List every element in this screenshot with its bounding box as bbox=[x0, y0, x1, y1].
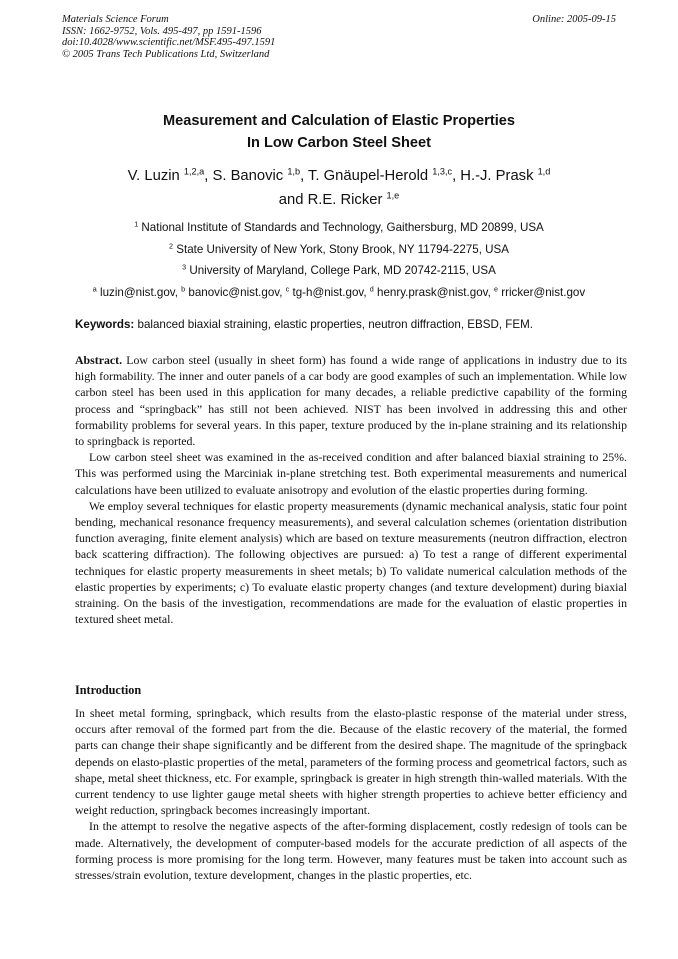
abstract bbox=[75, 352, 627, 627]
title-line-2: In Low Carbon Steel Sheet bbox=[246, 135, 432, 151]
section-heading-introduction: Introduction bbox=[75, 683, 142, 697]
author-affil-sup: 1,b bbox=[287, 166, 301, 177]
email-address: rricker@nist.gov bbox=[498, 285, 586, 299]
author-affil-sup: 1,d bbox=[537, 166, 551, 177]
affiliation-text: University of Maryland, College Park, MD 20742-2115, USA bbox=[186, 264, 496, 277]
keywords-label: Keywords: bbox=[75, 318, 135, 331]
introduction-body bbox=[75, 705, 627, 883]
author-affil-sup: 1,e bbox=[386, 190, 400, 201]
affiliation-sup: 2 bbox=[169, 241, 174, 251]
author-name: , S. Banovic bbox=[204, 168, 288, 184]
email-sup: c bbox=[285, 284, 290, 294]
authors-line-1 bbox=[0, 164, 678, 188]
email-address: tg-h@nist.gov, bbox=[289, 285, 370, 299]
email-line bbox=[0, 282, 678, 304]
intro-paragraph-1: In sheet metal forming, springback, which results from the elasto-plastic response of the material under stress, occurs after removal of the formed part from the die. Because of the elastic recovery of the material, the formed parts can change their shape significantly and be different from the desired shape. The magnitude of the springback depends on elasto-plastic properties of the metal, parameters of the forming process and geometrical factors, such as shape, metal sheet thickness, etc. For example, springback is greater in high strength thin-walled materials. With the current tendency to use lighter gauge metal sheets with higher strength properties to achieve better efficiency and weight reduction, springback becomes increasingly important. bbox=[75, 706, 627, 818]
paper-title bbox=[0, 110, 678, 154]
email-sup: e bbox=[494, 284, 499, 294]
issn-line: ISSN: 1662-9752, Vols. 495-497, pp 1591-1596 bbox=[62, 25, 262, 37]
abstract-paragraph-3: We employ several techniques for elastic property measurements (dynamic mechanical analysis, static four point bending, mechanical resonance frequency measurements), and several calculation schemes (orientation distribution function averaging, finite element analysis) which are based on texture measurements (neutron diffraction, electron back scattering diffraction). The following objectives are pursued: a) To test a range of different experimental techniques for elastic property measurements in sheet metals; b) To validate numerical calculation methods of the elastic properties by experiments; c) To evaluate elastic property changes (and texture development) during biaxial straining. On the basis of the investigation, recommendations are made for the evaluation of elastic properties in textured sheet metal. bbox=[75, 498, 627, 627]
title-line-1: Measurement and Calculation of Elastic Properties bbox=[163, 113, 515, 129]
author-list bbox=[0, 164, 678, 212]
author-name: and R.E. Ricker bbox=[278, 192, 387, 208]
abstract-text: Low carbon steel (usually in sheet form) has found a wide range of applications in industry due to its high formability. The inner and outer panels of a car body are good examples of such an implementation. While low carbon steel has been used in this application for many decades, a reliable predictive capability of the forming process and “springback” has still not been achieved. NIST has been involved in addressing this and other formability problems for several years. In this paper, texture produced by the in-plane straining and its relationship to springback is reported. bbox=[75, 353, 627, 449]
abstract-paragraph-1 bbox=[75, 352, 627, 449]
copyright-line: © 2005 Trans Tech Publications Ltd, Switzerland bbox=[62, 48, 270, 60]
author-affil-sup: 1,2,a bbox=[183, 166, 205, 177]
journal-header bbox=[62, 14, 616, 60]
intro-paragraph-2: In the attempt to resolve the negative aspects of the after-forming displacement, costly redesign of tools can be made. Alternatively, the development of computer-based models for the accurate prediction of all aspects of the forming process is more promising for the long term. However, many features must be taken into account such as stresses/strain evolution, texture development, changes in the plastic properties, etc. bbox=[75, 819, 627, 883]
affiliation-3 bbox=[0, 260, 678, 282]
affiliation-2 bbox=[0, 239, 678, 261]
affiliation-sup: 1 bbox=[134, 219, 139, 229]
email-address: henry.prask@nist.gov, bbox=[373, 285, 495, 299]
author-name: , T. Gnäupel-Herold bbox=[300, 168, 433, 184]
affiliation-list bbox=[0, 217, 678, 303]
affiliation-sup: 3 bbox=[182, 262, 187, 272]
online-date: Online: 2005-09-15 bbox=[532, 14, 616, 25]
email-sup: d bbox=[369, 284, 374, 294]
email-address: banovic@nist.gov, bbox=[185, 285, 286, 299]
author-name: , H.-J. Prask bbox=[452, 168, 538, 184]
affiliation-text: National Institute of Standards and Technology, Gaithersburg, MD 20899, USA bbox=[138, 221, 544, 234]
abstract-label: Abstract. bbox=[75, 353, 123, 367]
keywords bbox=[75, 318, 635, 331]
doi-line: doi:10.4028/www.scientific.net/MSF.495-497.1591 bbox=[62, 37, 276, 49]
email-sup: a bbox=[92, 284, 97, 294]
journal-name: Materials Science Forum bbox=[62, 14, 169, 25]
affiliation-1 bbox=[0, 217, 678, 239]
email-address: luzin@nist.gov, bbox=[96, 285, 182, 299]
affiliation-text: State University of New York, Stony Brook, NY 11794-2275, USA bbox=[173, 242, 509, 256]
abstract-paragraph-2: Low carbon steel sheet was examined in the as-received condition and after balanced biaxial straining to 25%. This was performed using the Marciniak in-plane stretching test. Both experimental measurements and numerical calculations have been utilized to evaluate anisotropy and evolution of the elastic properties during forming. bbox=[75, 450, 627, 497]
author-affil-sup: 1,3,c bbox=[432, 166, 453, 177]
email-sup: b bbox=[181, 284, 186, 294]
authors-line-2 bbox=[0, 188, 678, 212]
author-name: V. Luzin bbox=[127, 168, 184, 184]
keywords-text: balanced biaxial straining, elastic properties, neutron diffraction, EBSD, FEM. bbox=[134, 318, 533, 331]
